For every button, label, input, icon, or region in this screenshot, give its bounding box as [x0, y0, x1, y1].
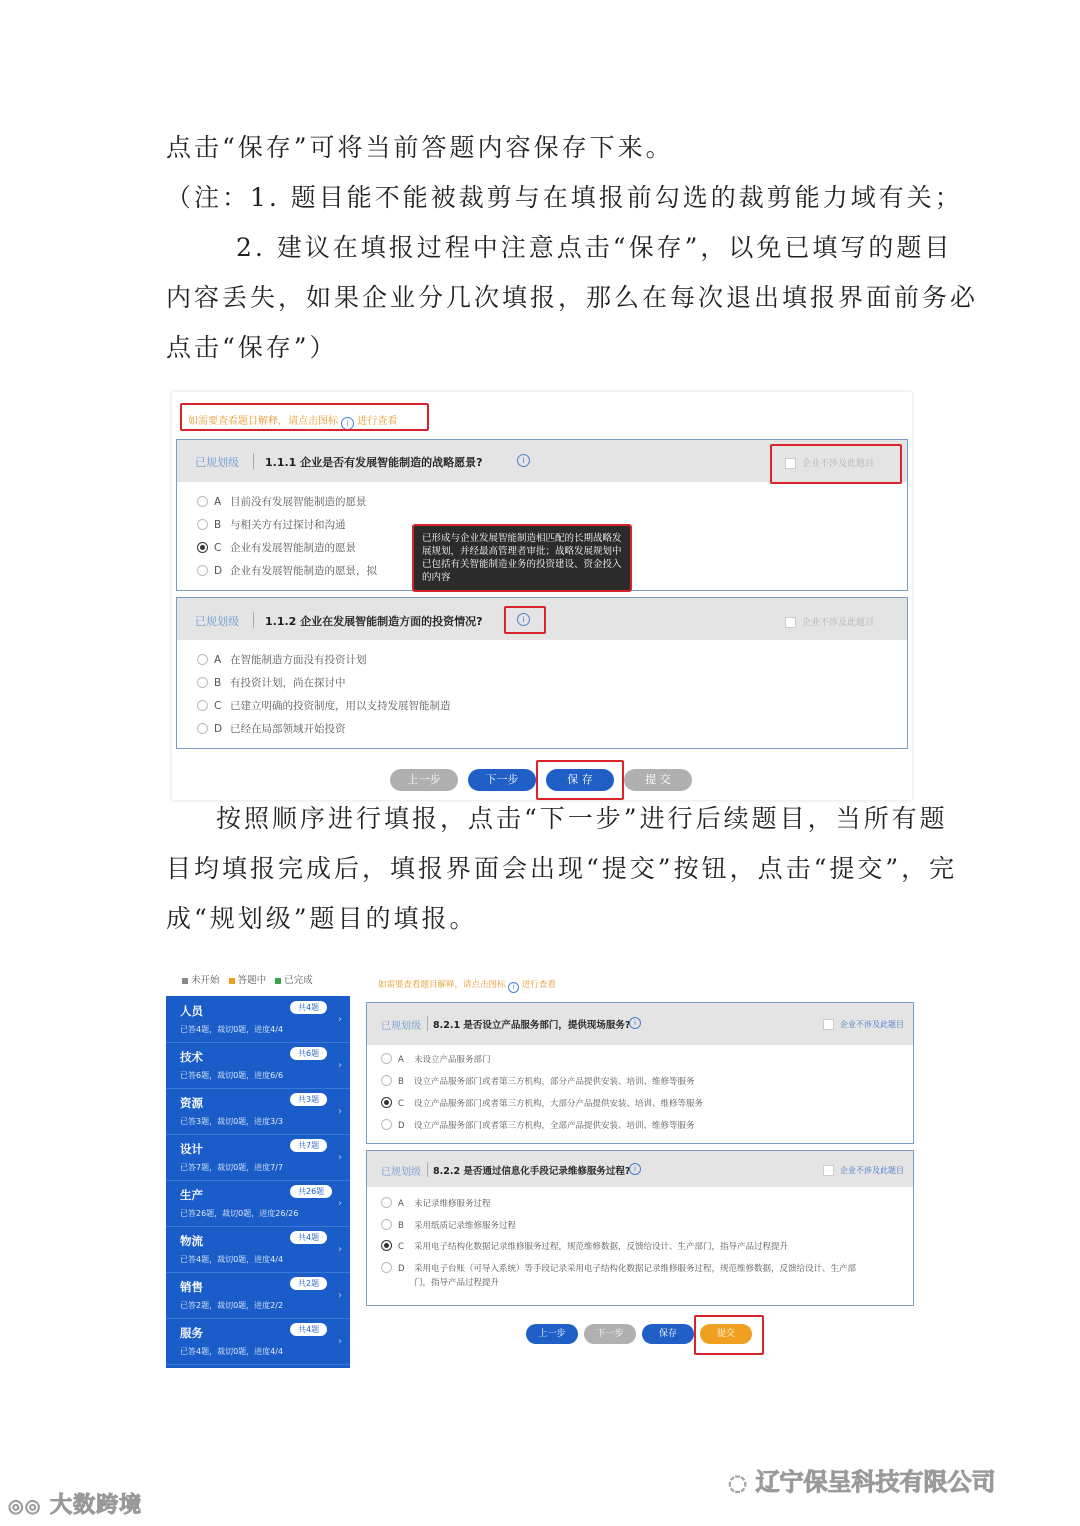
divider	[253, 453, 254, 469]
legend-label: 已完成	[284, 975, 313, 986]
option-letter: D	[398, 1121, 405, 1131]
chevron-right-icon: ›	[338, 1152, 342, 1163]
hint-text	[378, 978, 556, 991]
chevron-right-icon: ›	[338, 1336, 342, 1347]
hint-text-pre: 如需要查看题目解释，请点击图标	[188, 416, 338, 427]
next-button[interactable]: 下一步	[468, 769, 536, 791]
option-text: 设立产品服务部门或者第三方机构，大部分产品提供安装、培训、维修等服务	[414, 1099, 704, 1109]
answer-option[interactable]	[381, 1119, 695, 1131]
category-name: 服务	[180, 1326, 203, 1340]
category-name: 技术	[180, 1050, 203, 1064]
option-letter: A	[398, 1055, 404, 1065]
answer-option[interactable]	[381, 1097, 703, 1109]
category-progress: 已答2题，裁切0题，进度2/2	[180, 1301, 284, 1310]
radio-button[interactable]	[381, 1262, 392, 1273]
text-line: 2. 建议在填报过程中注意点击“保存”，以免已填写的题目	[236, 233, 953, 262]
prev-button[interactable]: 上一步	[526, 1324, 578, 1344]
radio-button[interactable]	[197, 519, 208, 530]
category-progress: 已答26题，裁切0题，进度26/26	[180, 1209, 299, 1218]
option-text: 门，指导产品过程提升	[414, 1277, 500, 1288]
answer-option[interactable]	[197, 698, 451, 713]
level-tag: 已规划级	[381, 1021, 421, 1032]
level-tag: 已规划级	[381, 1167, 421, 1178]
save-button[interactable]: 保存	[642, 1324, 694, 1344]
text-line: （注：1. 题目能不能被裁剪与在填报前勾选的裁剪能力域有关；	[166, 183, 963, 212]
legend-label: 未开始	[191, 975, 220, 986]
option-text: 设立产品服务部门或者第三方机构，部分产品提供安装、培训、维修等服务	[414, 1077, 695, 1087]
highlight-box	[770, 444, 902, 484]
watermark-text: 大数跨境	[50, 1493, 143, 1518]
checkbox-icon[interactable]	[785, 617, 796, 628]
checkbox-icon[interactable]	[823, 1165, 834, 1176]
option-letter: B	[398, 1220, 404, 1231]
chevron-right-icon: ›	[338, 1060, 342, 1071]
category-progress: 已答4题，裁切0题，进度4/4	[180, 1347, 284, 1356]
option-letter: D	[214, 723, 223, 735]
hint-text-post: 进行查看	[521, 980, 556, 990]
sidebar-category-item[interactable]	[166, 996, 350, 1043]
legend-swatch-not-started	[182, 978, 188, 984]
hint-text-post: 进行查看	[357, 416, 398, 427]
not-applicable-checkbox[interactable]	[823, 1165, 904, 1176]
radio-button[interactable]	[197, 542, 208, 553]
question-count-badge: 共6题	[290, 1047, 327, 1060]
option-text: 已经在局部领域开始投资	[230, 723, 346, 735]
question-card-1	[366, 1002, 914, 1144]
sidebar-category-item[interactable]	[166, 1272, 350, 1319]
answer-option[interactable]	[381, 1053, 491, 1065]
category-sidebar	[166, 996, 350, 1368]
info-icon[interactable]: i	[629, 1163, 641, 1175]
option-text: 企业有发展智能制造的愿景，拟	[230, 565, 377, 577]
questionnaire-screenshot-2	[166, 958, 914, 1370]
radio-button[interactable]	[197, 700, 208, 711]
highlight-box	[180, 403, 429, 431]
question-count-badge: 共4题	[290, 1001, 327, 1014]
info-icon[interactable]: i	[508, 982, 519, 993]
option-letter: C	[398, 1099, 404, 1109]
option-letter: C	[398, 1242, 404, 1252]
checkbox-label: 企业不涉及此题目	[840, 1020, 904, 1029]
sidebar-category-item[interactable]	[166, 1134, 350, 1181]
questionnaire-screenshot-1	[172, 392, 912, 800]
option-text: 采用电子台账（可导入系统）等手段记录采用电子结构化数据记录维修服务过程，规范维修数据，反馈给设计、生产部	[414, 1263, 857, 1274]
option-text: 在智能制造方面没有投资计划	[230, 654, 367, 666]
option-text: 有投资计划，尚在探讨中	[230, 677, 346, 689]
text-line: 目均填报完成后，填报界面会出现“提交”按钮，点击“提交”，完	[166, 854, 958, 883]
save-button[interactable]: 保 存	[546, 769, 614, 791]
category-progress: 已答7题，裁切0题，进度7/7	[180, 1163, 284, 1172]
answer-option[interactable]	[197, 494, 367, 509]
legend-swatch-done	[275, 978, 281, 984]
option-text: 目前没有发展智能制造的愿景	[230, 496, 367, 508]
question-count-badge: 共26题	[290, 1185, 332, 1198]
category-name: 设计	[180, 1142, 203, 1156]
chevron-right-icon: ›	[338, 1014, 342, 1025]
watermark-logo-icon: ◎◎	[8, 1496, 42, 1517]
question-count-badge: 共4题	[290, 1323, 327, 1336]
text-line: 内容丢失，如果企业分几次填报，那么在每次退出填报界面前务必	[166, 283, 979, 312]
explanation-tooltip: 已形成与企业发展智能制造相匹配的长期战略发展规划，并经最高管理者审批；战略发展规划中已包括有关智能制造业务的投资建设、资金投入的内容	[412, 524, 632, 592]
divider	[427, 1016, 428, 1031]
answer-option[interactable]	[197, 563, 377, 578]
radio-button[interactable]	[197, 654, 208, 665]
hint-text-pre: 如需要查看题目解释，请点击图标	[378, 980, 506, 990]
category-progress: 已答4题，裁切0题，进度4/4	[180, 1255, 284, 1264]
radio-button[interactable]	[381, 1219, 392, 1230]
paragraph-save-intro	[166, 123, 911, 173]
radio-button[interactable]	[197, 565, 208, 576]
answer-option[interactable]	[197, 517, 346, 532]
answer-option[interactable]	[381, 1075, 695, 1087]
answer-option[interactable]	[381, 1240, 788, 1252]
info-icon[interactable]: i	[517, 454, 530, 467]
answer-option[interactable]	[381, 1197, 491, 1209]
watermark-right	[728, 1462, 996, 1497]
category-name: 人员	[180, 1004, 203, 1018]
not-applicable-checkbox[interactable]	[823, 1019, 904, 1030]
info-icon[interactable]: i	[629, 1017, 641, 1029]
divider	[427, 1162, 428, 1177]
radio-button[interactable]	[381, 1075, 392, 1086]
question-header	[367, 1151, 913, 1187]
chevron-right-icon: ›	[338, 1290, 342, 1301]
text-line: 按照顺序进行填报，点击“下一步”进行后续题目，当所有题	[216, 804, 948, 833]
divider	[253, 612, 254, 628]
question-count-badge: 共4题	[290, 1231, 327, 1244]
radio-button[interactable]	[381, 1097, 392, 1108]
category-name: 生产	[180, 1188, 203, 1202]
answer-option[interactable]	[381, 1219, 516, 1231]
text-line: 点击“保存”）	[166, 333, 338, 362]
status-legend	[182, 972, 313, 986]
answer-option[interactable]	[197, 540, 356, 555]
paragraph-note	[166, 173, 979, 373]
category-progress: 已答6题，裁切0题，进度6/6	[180, 1071, 284, 1080]
question-card-2	[366, 1150, 914, 1306]
answer-option[interactable]	[381, 1276, 499, 1288]
question-title: 1.1.1 企业是否有发展智能制造的战略愿景?	[265, 456, 483, 469]
radio-button[interactable]	[197, 496, 208, 507]
question-count-badge: 共7题	[290, 1139, 327, 1152]
next-button[interactable]: 下一步	[584, 1324, 636, 1344]
category-progress: 已答3题，裁切0题，进度3/3	[180, 1117, 284, 1126]
checkbox-label: 企业不涉及此题目	[802, 459, 875, 469]
not-applicable-checkbox[interactable]	[785, 615, 874, 628]
legend-swatch-in-progress	[229, 978, 235, 984]
answer-option[interactable]	[197, 652, 367, 667]
legend-label: 答题中	[237, 975, 267, 986]
sidebar-category-item[interactable]	[166, 1318, 350, 1365]
option-letter: C	[214, 700, 222, 712]
option-letter: B	[214, 677, 222, 689]
option-letter: A	[214, 654, 222, 666]
answer-option[interactable]	[197, 675, 346, 690]
option-text: 采用纸质记录维修服务过程	[414, 1220, 517, 1231]
option-letter: D	[398, 1263, 405, 1274]
submit-button[interactable]: 提交	[700, 1324, 752, 1344]
text-line: 点击“保存”可将当前答题内容保存下来。	[166, 133, 674, 162]
chevron-right-icon: ›	[338, 1106, 342, 1117]
prev-button[interactable]: 上一步	[390, 769, 458, 791]
text-line: 成“规划级”题目的填报。	[166, 904, 478, 933]
radio-button[interactable]	[197, 677, 208, 688]
answer-option[interactable]	[381, 1262, 856, 1274]
option-text: 企业有发展智能制造的愿景	[230, 542, 356, 554]
radio-button[interactable]	[197, 723, 208, 734]
question-title: 8.2.1 是否设立产品服务部门，提供现场服务?	[433, 1020, 631, 1031]
paragraph-submit	[166, 794, 958, 944]
option-letter: A	[214, 496, 222, 508]
question-count-badge: 共3题	[290, 1093, 327, 1106]
wechat-icon: ◌	[728, 1471, 748, 1496]
category-name: 物流	[180, 1234, 203, 1248]
answer-option[interactable]	[197, 721, 346, 736]
highlight-box	[694, 1315, 764, 1355]
option-text: 设立产品服务部门或者第三方机构，全部产品提供安装、培训、维修等服务	[414, 1121, 695, 1131]
option-letter: B	[398, 1077, 404, 1087]
level-tag: 已规划级	[195, 615, 239, 628]
category-progress: 已答4题，裁切0题，进度4/4	[180, 1025, 284, 1034]
radio-button[interactable]	[381, 1240, 392, 1251]
sidebar-category-item[interactable]	[166, 1088, 350, 1135]
watermark-left	[8, 1488, 142, 1519]
question-count-badge: 共2题	[290, 1277, 327, 1290]
radio-button[interactable]	[381, 1119, 392, 1130]
sidebar-category-item[interactable]	[166, 1042, 350, 1089]
level-tag: 已规划级	[195, 456, 239, 469]
option-text: 已建立明确的投资制度，用以支持发展智能制造	[230, 700, 451, 712]
option-text: 与相关方有过探讨和沟通	[230, 519, 346, 531]
option-letter: B	[214, 519, 222, 531]
info-icon[interactable]: i	[341, 417, 354, 430]
chevron-right-icon: ›	[338, 1198, 342, 1209]
radio-button[interactable]	[381, 1197, 392, 1208]
option-letter: A	[398, 1199, 404, 1209]
sidebar-category-item[interactable]	[166, 1226, 350, 1273]
chevron-right-icon: ›	[338, 1244, 342, 1255]
question-title: 1.1.2 企业在发展智能制造方面的投资情况?	[265, 615, 483, 628]
highlight-box	[504, 606, 546, 634]
option-letter: D	[214, 565, 223, 577]
checkbox-label: 企业不涉及此题目	[840, 1166, 904, 1175]
category-name: 资源	[180, 1096, 203, 1110]
option-text: 采用电子结构化数据记录维修服务过程，规范维修数据，反馈给设计、生产部门，指导产品过程提升	[414, 1242, 789, 1252]
sidebar-category-item[interactable]	[166, 1180, 350, 1227]
option-letter: C	[214, 542, 222, 554]
submit-button[interactable]: 提 交	[624, 769, 692, 791]
question-header	[367, 1003, 913, 1045]
option-text: 未设立产品服务部门	[414, 1055, 491, 1065]
checkbox-icon[interactable]	[823, 1019, 834, 1030]
option-text: 未记录维修服务过程	[414, 1199, 491, 1209]
watermark-text: 辽宁保呈科技有限公司	[755, 1468, 996, 1496]
checkbox-label: 企业不涉及此题目	[802, 618, 875, 628]
info-icon[interactable]: i	[517, 613, 530, 626]
radio-button[interactable]	[381, 1053, 392, 1064]
category-name: 销售	[180, 1280, 203, 1294]
question-title: 8.2.2 是否通过信息化手段记录维修服务过程?	[433, 1166, 631, 1177]
